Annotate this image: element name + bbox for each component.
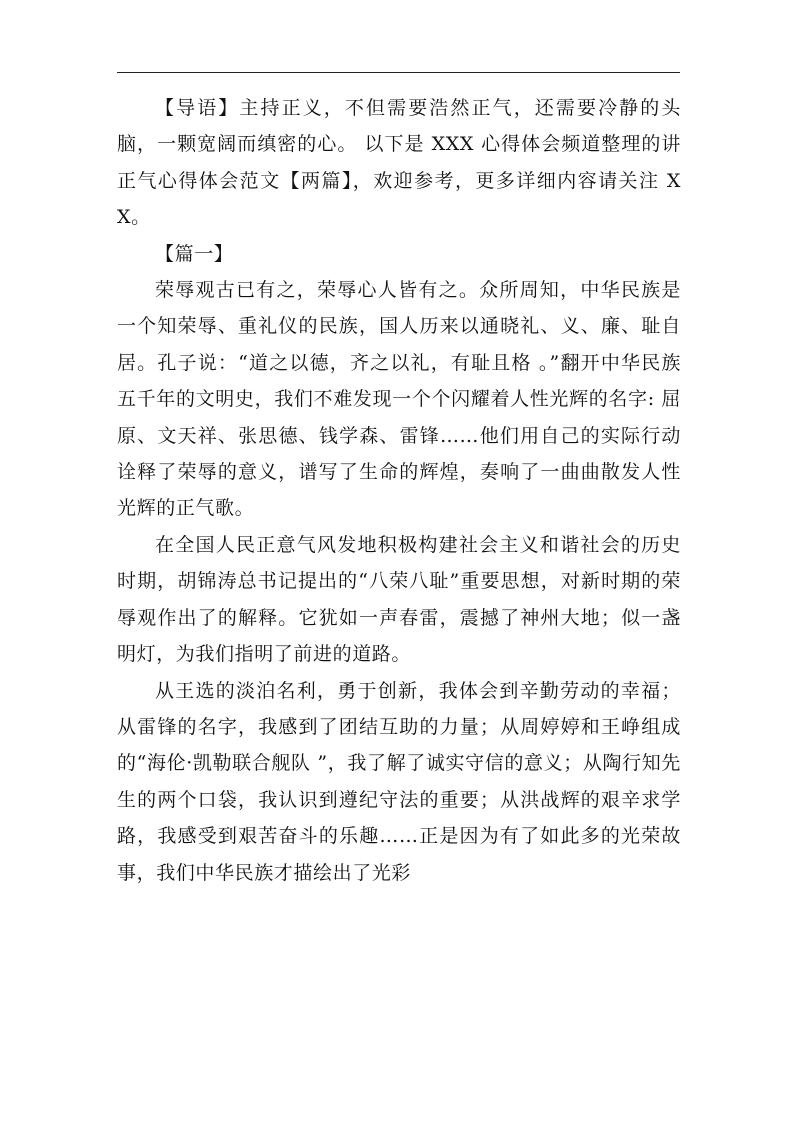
body-paragraph-2: 在全国人民正意气风发地积极构建社会主义和谐社会的历史时期，胡锦涛总书记提出的“八荣八耻”重要思想，对新时期的荣辱观作出了的解释。它犹如一声春雷，震撼了神州大地；似一盏明灯，为我们指明了前进的道路。 [117,533,681,666]
intro-paragraph: 【导语】主持正义，不但需要浩然正气，还需要冷静的头脑，一颗宽阔而缜密的心。 以下是 XXX 心得体会频道整理的讲正气心得体会范文【两篇】，欢迎参考，更多详细内容请关注 XX。 [117,97,681,229]
body-paragraph-3: 从王选的淡泊名利，勇于创新，我体会到辛勤劳动的幸福；从雷锋的名字，我感到了团结互助的力量；从周婷婷和王峥组成的“海伦·凯勒联合舰队 ”，我了解了诚实守信的意义；从陶行知先生的两个口袋，我认识到遵纪守法的重要；从洪战辉的艰辛求学路，我感受到艰苦奋斗的乐趣……正是因为有了如此多的光荣故事，我们中华民族才描绘出了光彩 [117,679,681,884]
header-divider [117,72,680,73]
section-heading-part-one: 【篇一】 [155,242,234,265]
body-paragraph-1: 荣辱观古已有之，荣辱心人皆有之。众所周知，中华民族是一个知荣辱、重礼仪的民族，国人历来以通晓礼、义、廉、耻自居。孔子说：“道之以德，齐之以礼，有耻且格 。”翻开中华民族五千年的文明史，我们不难发现一个个闪耀着人性光辉的名字: 屈原、文天祥、张思德、钱学森、雷锋……他们用自己的实际行动诠释了荣辱的意义，谱写了生命的辉煌，奏响了一曲曲散发人性光辉的正气歌。 [117,279,681,520]
document-body [117,90,681,891]
